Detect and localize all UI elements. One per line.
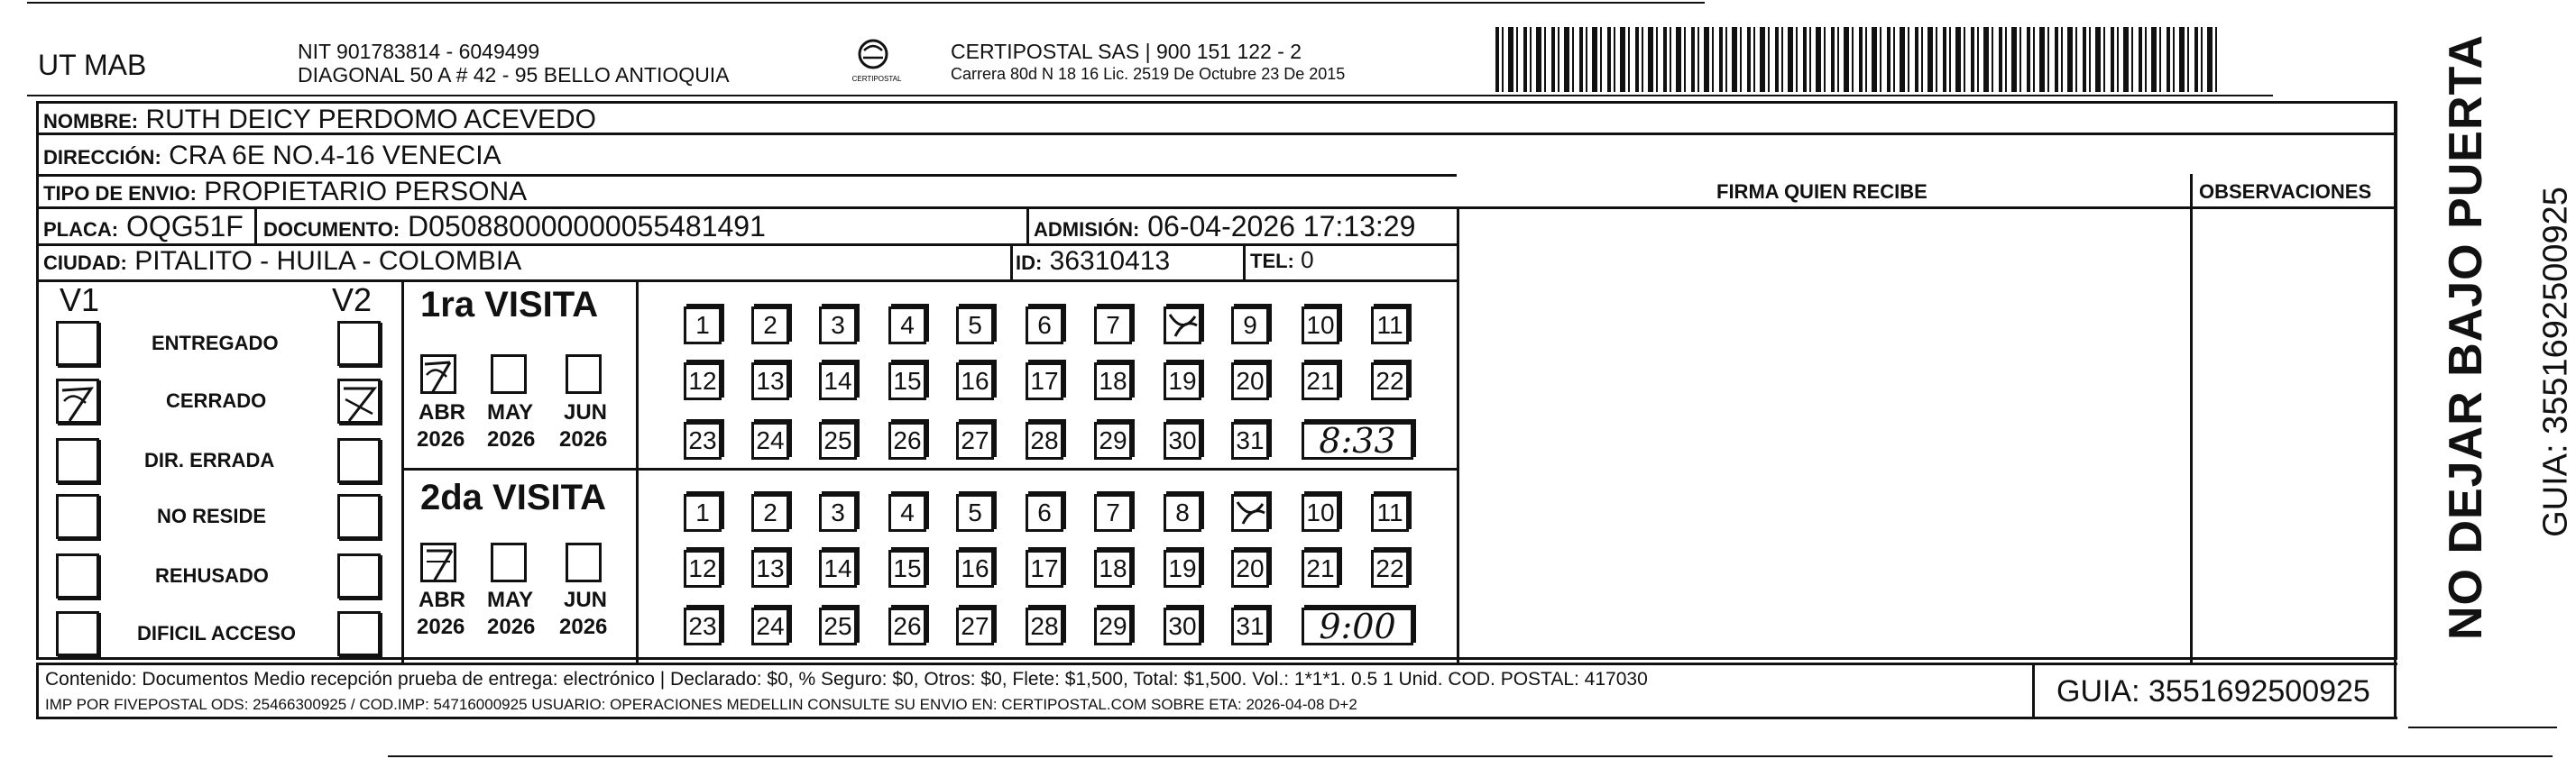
tel-row bbox=[1250, 246, 1314, 274]
visit2-year: 2026 bbox=[417, 615, 465, 639]
visit1-time[interactable]: 8:33 bbox=[1302, 422, 1413, 460]
footer-line bbox=[36, 663, 2397, 665]
carrier-line2: Carrera 80d N 18 16 Lic. 2519 De Octubre 23 De 2015 bbox=[951, 65, 1346, 83]
visit1-day-13[interactable]: 13 bbox=[751, 362, 789, 400]
visit2-day-29[interactable]: 29 bbox=[1094, 608, 1132, 645]
visit2-month-jun: JUN bbox=[564, 588, 608, 612]
row-line bbox=[36, 279, 1457, 282]
ciudad-label: CIUDAD: bbox=[43, 251, 127, 274]
visit2-time[interactable]: 9:00 bbox=[1302, 608, 1413, 645]
v1-checkbox[interactable] bbox=[56, 494, 99, 539]
bottom-rule bbox=[388, 755, 2553, 757]
visit2-year: 2026 bbox=[487, 615, 536, 639]
visit1-day-21[interactable]: 21 bbox=[1302, 362, 1339, 400]
direccion-row bbox=[43, 141, 501, 171]
status-label: NO RESIDE bbox=[157, 505, 267, 527]
visit2-day-3[interactable]: 3 bbox=[819, 494, 857, 532]
visit1-day-18[interactable]: 18 bbox=[1094, 362, 1132, 400]
visit1-month-jun-checkbox[interactable] bbox=[566, 354, 602, 394]
certipostal-logo bbox=[853, 38, 900, 88]
visit2-day-21[interactable]: 21 bbox=[1302, 550, 1339, 588]
visit1-day-11[interactable]: 11 bbox=[1371, 306, 1409, 344]
visit1-day-29[interactable]: 29 bbox=[1094, 422, 1132, 460]
v1-checkbox[interactable] bbox=[56, 438, 99, 483]
status-label: ENTREGADO bbox=[152, 332, 279, 354]
side-guia: GUIA: 3551692500925 bbox=[2536, 187, 2575, 537]
company-name: UT MAB bbox=[38, 49, 147, 81]
visit-separator bbox=[401, 468, 1457, 471]
visit1-day-12[interactable]: 12 bbox=[684, 362, 722, 400]
visit1-day-24[interactable]: 24 bbox=[751, 422, 789, 460]
footer-line1: Contenido: Documentos Medio recepción prueba de entrega: electrónico | Declarado: $0, % Seguro: $0, Otros: $0, Flete: $1,500, Total: $1,500. Vol.: 1*1*1. 0.5 1 Unid. COD. POSTAL: 417030 bbox=[45, 669, 1648, 690]
visit2-month-may-checkbox[interactable] bbox=[491, 543, 527, 582]
visit1-day-2[interactable]: 2 bbox=[751, 306, 789, 344]
visit2-day-22[interactable]: 22 bbox=[1371, 550, 1409, 588]
visit2-day-6[interactable]: 6 bbox=[1026, 494, 1063, 532]
documento-value: D050880000000055481491 bbox=[408, 210, 766, 242]
footer-line2: IMP POR FIVEPOSTAL ODS: 25466300925 / COD.IMP: 54716000925 USUARIO: OPERACIONES MEDELLIN CONSULTE SU ENVIO EN: CERTIPOSTAL.COM SOBRE ETA: 2026-04-08 D+2 bbox=[45, 696, 1357, 713]
id-row bbox=[1016, 246, 1170, 277]
placa-label: PLACA: bbox=[43, 218, 119, 241]
visit2-day-7[interactable]: 7 bbox=[1094, 494, 1132, 532]
cell-line bbox=[254, 206, 257, 243]
visit2-day-23[interactable]: 23 bbox=[684, 608, 722, 645]
placa-row bbox=[43, 210, 244, 243]
id-value: 36310413 bbox=[1049, 246, 1171, 276]
visit2-month-jun-checkbox[interactable] bbox=[566, 543, 602, 582]
visit1-day-27[interactable]: 27 bbox=[956, 422, 994, 460]
visit1-day-9[interactable]: 9 bbox=[1231, 306, 1269, 344]
v1-header: V1 bbox=[60, 281, 100, 318]
visit1-day-20[interactable]: 20 bbox=[1231, 362, 1269, 400]
v2-checkbox[interactable] bbox=[337, 611, 381, 656]
footer-bottom bbox=[36, 717, 2397, 719]
header-underline bbox=[27, 95, 2273, 96]
tipo-value: PROPIETARIO PERSONA bbox=[204, 177, 528, 206]
visit1-day-1[interactable]: 1 bbox=[684, 306, 722, 344]
nombre-value: RUTH DEICY PERDOMO ACEVEDO bbox=[145, 105, 596, 134]
visit1-day-28[interactable]: 28 bbox=[1026, 422, 1063, 460]
visit1-year: 2026 bbox=[417, 427, 465, 452]
visit1-day-14[interactable]: 14 bbox=[819, 362, 857, 400]
visit1-day-7[interactable]: 7 bbox=[1094, 306, 1132, 344]
visit1-day-5[interactable]: 5 bbox=[956, 306, 994, 344]
v2-checkbox[interactable] bbox=[337, 321, 381, 366]
visit1-day-23[interactable]: 23 bbox=[684, 422, 722, 460]
visit2-day-13[interactable]: 13 bbox=[751, 550, 789, 588]
visit2-day-25[interactable]: 25 bbox=[819, 608, 857, 645]
visit2-day-28[interactable]: 28 bbox=[1026, 608, 1063, 645]
svg-text:CERTIPOSTAL: CERTIPOSTAL bbox=[851, 75, 902, 83]
visit1-day-26[interactable]: 26 bbox=[888, 422, 926, 460]
tipo-row bbox=[43, 177, 527, 207]
visit2-month-may: MAY bbox=[487, 588, 534, 612]
visit2-day-4[interactable]: 4 bbox=[888, 494, 926, 532]
visit2-day-27[interactable]: 27 bbox=[956, 608, 994, 645]
v2-checkbox[interactable] bbox=[337, 553, 381, 599]
visit1-year: 2026 bbox=[487, 427, 536, 452]
placa-value: OQG51F bbox=[126, 210, 244, 242]
col-line bbox=[1457, 206, 1459, 663]
side-warning: NO DEJAR BAJO PUERTA bbox=[2440, 33, 2492, 640]
footer-left bbox=[36, 663, 39, 717]
carrier-line1: CERTIPOSTAL SAS | 900 151 122 - 2 bbox=[951, 40, 1302, 63]
visit2-day-19[interactable]: 19 bbox=[1164, 550, 1201, 588]
footer-rule bbox=[2408, 727, 2557, 728]
visit2-day-11[interactable]: 11 bbox=[1371, 494, 1409, 532]
visit2-title: 2da VISITA bbox=[420, 478, 606, 517]
company-address: DIAGONAL 50 A # 42 - 95 BELLO ANTIOQUIA bbox=[298, 63, 730, 87]
visit1-month-jun: JUN bbox=[564, 400, 608, 425]
visit2-day-18[interactable]: 18 bbox=[1094, 550, 1132, 588]
visit2-year: 2026 bbox=[559, 615, 608, 639]
visit2-day-16[interactable]: 16 bbox=[956, 550, 994, 588]
visit1-day-3[interactable]: 3 bbox=[819, 306, 857, 344]
status-label: CERRADO bbox=[166, 389, 267, 412]
visit1-day-25[interactable]: 25 bbox=[819, 422, 857, 460]
visit2-day-1[interactable]: 1 bbox=[684, 494, 722, 532]
visit1-day-4[interactable]: 4 bbox=[888, 306, 926, 344]
visit2-month-abr: ABR bbox=[419, 588, 465, 612]
v2-header: V2 bbox=[332, 281, 373, 318]
status-label: DIFICIL ACCESO bbox=[137, 622, 297, 645]
footer-right bbox=[2394, 663, 2397, 717]
visit2-day-9[interactable] bbox=[1231, 494, 1269, 532]
col-line bbox=[2190, 174, 2193, 663]
visit2-day-2[interactable]: 2 bbox=[751, 494, 789, 532]
documento-row bbox=[263, 210, 766, 243]
visit2-day-26[interactable]: 26 bbox=[888, 608, 926, 645]
id-label: ID: bbox=[1016, 251, 1043, 274]
admision-row bbox=[1034, 210, 1415, 243]
admision-label: ADMISIÓN: bbox=[1034, 218, 1140, 241]
visit2-day-20[interactable]: 20 bbox=[1231, 550, 1269, 588]
visit1-day-31[interactable]: 31 bbox=[1231, 422, 1269, 460]
visit1-month-abr: ABR bbox=[419, 400, 465, 425]
visit2-day-17[interactable]: 17 bbox=[1026, 550, 1063, 588]
col-line bbox=[2394, 101, 2397, 663]
visit1-year: 2026 bbox=[559, 427, 608, 452]
visit-border-mid bbox=[636, 279, 639, 663]
admision-value: 06-04-2026 17:13:29 bbox=[1147, 210, 1416, 242]
documento-label: DOCUMENTO: bbox=[263, 218, 400, 241]
visit2-day-15[interactable]: 15 bbox=[888, 550, 926, 588]
v2-checkbox[interactable] bbox=[337, 438, 381, 483]
cell-line bbox=[1010, 243, 1013, 279]
visit2-day-30[interactable]: 30 bbox=[1164, 608, 1201, 645]
visit2-month-abr-checkbox[interactable] bbox=[420, 543, 456, 582]
v1-checkbox[interactable] bbox=[56, 379, 99, 424]
visit1-day-10[interactable]: 10 bbox=[1302, 306, 1339, 344]
direccion-label: DIRECCIÓN: bbox=[43, 146, 161, 169]
ciudad-row bbox=[43, 246, 521, 277]
visit1-month-may-checkbox[interactable] bbox=[491, 354, 527, 394]
visit1-month-abr-checkbox[interactable] bbox=[420, 354, 456, 394]
nombre-label: NOMBRE: bbox=[43, 110, 139, 133]
v1-checkbox[interactable] bbox=[56, 611, 99, 656]
visit1-day-17[interactable]: 17 bbox=[1026, 362, 1063, 400]
tel-label: TEL: bbox=[1250, 250, 1294, 272]
tel-value: 0 bbox=[1301, 246, 1314, 273]
direccion-value: CRA 6E NO.4-16 VENECIA bbox=[169, 141, 501, 170]
visit1-day-8[interactable] bbox=[1164, 306, 1201, 344]
visit2-day-12[interactable]: 12 bbox=[684, 550, 722, 588]
visit1-day-30[interactable]: 30 bbox=[1164, 422, 1201, 460]
visit1-day-22[interactable]: 22 bbox=[1371, 362, 1409, 400]
visit1-month-may: MAY bbox=[487, 400, 534, 425]
tipo-label: TIPO DE ENVIO: bbox=[43, 182, 197, 205]
visit2-day-24[interactable]: 24 bbox=[751, 608, 789, 645]
footer-guia: GUIA: 3551692500925 bbox=[2056, 674, 2370, 709]
barcode bbox=[1495, 27, 2217, 92]
visit-border-left bbox=[401, 279, 404, 663]
v2-checkbox[interactable] bbox=[337, 379, 381, 424]
firma-header: FIRMA QUIEN RECIBE bbox=[1716, 180, 1927, 203]
v1-checkbox[interactable] bbox=[56, 553, 99, 599]
cell-line bbox=[1243, 243, 1246, 279]
v1-checkbox[interactable] bbox=[56, 321, 99, 366]
footer-divider bbox=[2032, 663, 2035, 717]
side-panel bbox=[2403, 33, 2575, 649]
nombre-row bbox=[43, 105, 596, 135]
ciudad-value: PITALITO - HUILA - COLOMBIA bbox=[134, 246, 522, 276]
visit2-day-8[interactable]: 8 bbox=[1164, 494, 1201, 532]
top-rule bbox=[27, 2, 1705, 4]
v2-checkbox[interactable] bbox=[337, 494, 381, 539]
visit2-day-14[interactable]: 14 bbox=[819, 550, 857, 588]
visit1-day-16[interactable]: 16 bbox=[956, 362, 994, 400]
visit1-day-15[interactable]: 15 bbox=[888, 362, 926, 400]
visit1-title: 1ra VISITA bbox=[420, 285, 599, 325]
visit2-day-31[interactable]: 31 bbox=[1231, 608, 1269, 645]
visit1-day-19[interactable]: 19 bbox=[1164, 362, 1201, 400]
visit1-day-6[interactable]: 6 bbox=[1026, 306, 1063, 344]
status-label: REHUSADO bbox=[155, 564, 269, 587]
company-nit: NIT 901783814 - 6049499 bbox=[298, 40, 540, 63]
cell-line bbox=[1026, 206, 1029, 243]
observaciones-header: OBSERVACIONES bbox=[2199, 180, 2372, 203]
status-label: DIR. ERRADA bbox=[144, 449, 275, 471]
visit2-day-5[interactable]: 5 bbox=[956, 494, 994, 532]
visit2-day-10[interactable]: 10 bbox=[1302, 494, 1339, 532]
